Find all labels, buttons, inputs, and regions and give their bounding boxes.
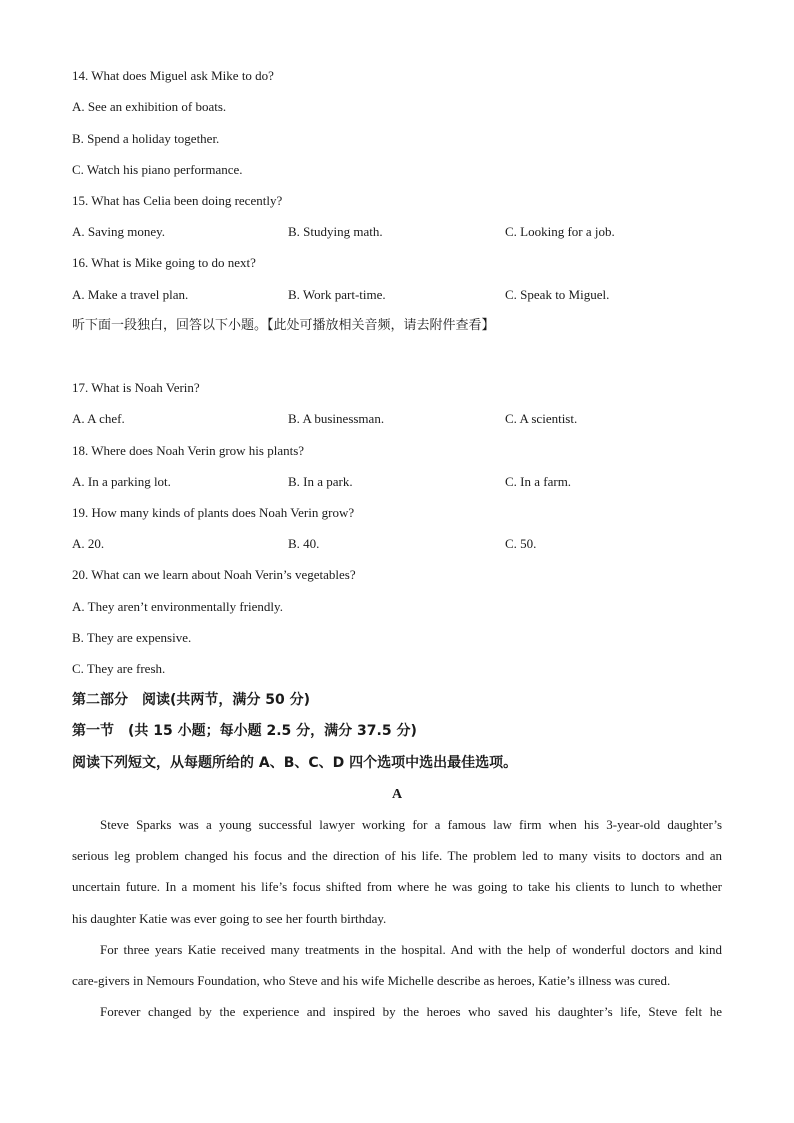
option-17a: A. A chef. — [72, 411, 125, 426]
question-14: 14. What does Miguel ask Mike to do? — [72, 68, 274, 83]
option-14b: B. Spend a holiday together. — [72, 131, 220, 146]
option-15b: B. Studying math. — [288, 224, 383, 239]
question-19: 19. How many kinds of plants does Noah Verin grow? — [72, 505, 355, 520]
passage-line: serious leg problem changed his focus and the direction of his life. The problem led to many visits to doctors and an — [72, 848, 722, 863]
passage-label: A — [391, 787, 403, 802]
question-16: 16. What is Mike going to do next? — [72, 255, 256, 270]
passage-line: Steve Sparks was a young successful lawyer working for a famous law firm when his 3-year-old daughter’s — [100, 817, 722, 832]
part2-heading: 第二部分 阅读(共两节，满分 50 分) — [72, 692, 311, 708]
option-19a: A. 20. — [72, 536, 105, 551]
monologue-instruction: 听下面一段独白，回答以下小题。【此处可播放相关音频，请去附件查看】 — [72, 318, 495, 333]
option-20c: C. They are fresh. — [72, 661, 166, 676]
question-17: 17. What is Noah Verin? — [72, 380, 200, 395]
option-17c: C. A scientist. — [505, 411, 578, 426]
passage-line: care-givers in Nemours Foundation, who Steve and his wife Michelle describe as heroes, Katie’s illness was cured. — [72, 973, 671, 988]
option-17b: B. A businessman. — [288, 411, 385, 426]
option-14a: A. See an exhibition of boats. — [72, 99, 227, 114]
passage-line: Forever changed by the experience and inspired by the heroes who saved his daughter’s life, Steve felt he — [100, 1004, 722, 1019]
option-19b: B. 40. — [288, 536, 320, 551]
question-15: 15. What has Celia been doing recently? — [72, 193, 283, 208]
option-15a: A. Saving money. — [72, 224, 166, 239]
question-20: 20. What can we learn about Noah Verin’s vegetables? — [72, 567, 356, 582]
reading-instruction: 阅读下列短文，从每题所给的 A、B、C、D 四个选项中选出最佳选项。 — [72, 755, 518, 771]
option-14c: C. Watch his piano performance. — [72, 162, 243, 177]
option-20b: B. They are expensive. — [72, 630, 192, 645]
passage-line: his daughter Katie was ever going to see her fourth birthday. — [72, 911, 387, 926]
option-18c: C. In a farm. — [505, 474, 572, 489]
option-19c: C. 50. — [505, 536, 537, 551]
option-18b: B. In a park. — [288, 474, 353, 489]
option-16b: B. Work part-time. — [288, 287, 386, 302]
option-20a: A. They aren’t environmentally friendly. — [72, 599, 283, 614]
option-16a: A. Make a travel plan. — [72, 287, 189, 302]
option-18a: A. In a parking lot. — [72, 474, 171, 489]
option-16c: C. Speak to Miguel. — [505, 287, 610, 302]
section1-heading: 第一节 (共 15 小题；每小题 2.5 分，满分 37.5 分) — [72, 723, 417, 739]
option-15c: C. Looking for a job. — [505, 224, 615, 239]
question-18: 18. Where does Noah Verin grow his plants? — [72, 443, 305, 458]
passage-line: uncertain future. In a moment his life’s focus shifted from where he was going to take his clients to lunch to whether — [72, 879, 722, 894]
passage-line: For three years Katie received many treatments in the hospital. And with the help of wonderful doctors and kind — [100, 942, 722, 957]
